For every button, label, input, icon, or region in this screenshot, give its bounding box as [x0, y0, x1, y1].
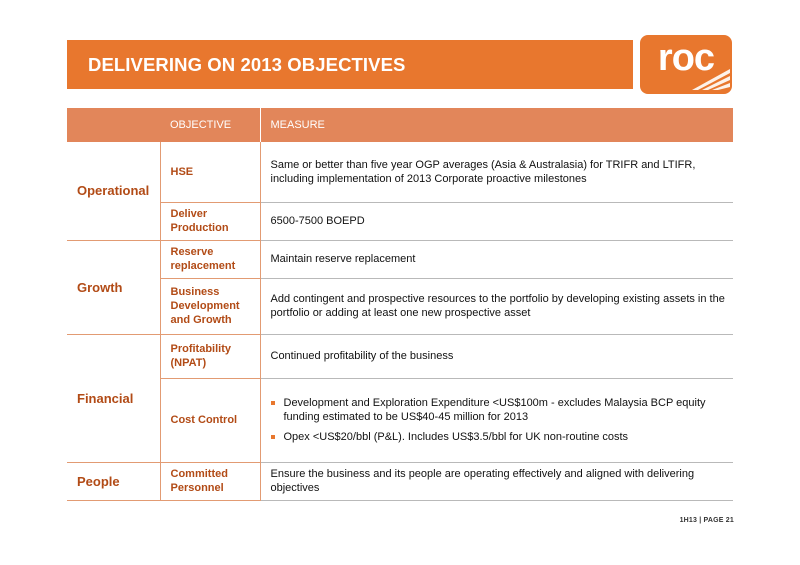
measure-reserve-replacement: Maintain reserve replacement: [260, 240, 733, 278]
measure-committed-personnel: Ensure the business and its people are operating effectively and aligned with delivering objectives: [260, 462, 733, 500]
measure-business-development: Add contingent and prospective resources to the portfolio by developing existing assets in the portfolio or adding at least one new prospective asset: [260, 278, 733, 334]
measure-profitability: Continued profitability of the business: [260, 334, 733, 378]
header-objective: OBJECTIVE: [160, 108, 260, 142]
table-row: [67, 202, 733, 240]
bullet-text: Development and Exploration Expenditure <US$100m - excludes Malaysia BCP equity funding estimated to be US$40-45 million for 2013: [283, 397, 706, 423]
bullet-item: [271, 430, 726, 444]
table-header-row: [67, 108, 733, 142]
table-row: [67, 462, 733, 500]
objective-cost-control: Cost Control: [160, 378, 260, 462]
category-operational: Operational: [67, 142, 160, 240]
roc-logo: [640, 35, 732, 94]
logo-text: roc: [657, 37, 715, 79]
objective-deliver-production: Deliver Production: [160, 202, 260, 240]
objective-reserve-replacement: Reserve replacement: [160, 240, 260, 278]
measure-cost-control: [260, 378, 733, 462]
bullet-text: Opex <US$20/bbl (P&L). Includes US$3.5/bbl for UK non-routine costs: [283, 431, 629, 443]
bullet-icon: [271, 435, 275, 439]
objective-business-development: Business Development and Growth: [160, 278, 260, 334]
objective-hse: HSE: [160, 142, 260, 202]
objectives-table: [67, 108, 733, 501]
table-row: [67, 334, 733, 378]
category-people: People: [67, 462, 160, 500]
measure-deliver-production: 6500-7500 BOEPD: [260, 202, 733, 240]
table-row: [67, 142, 733, 202]
page-number: 1H13 | PAGE 21: [679, 517, 734, 524]
category-financial: Financial: [67, 334, 160, 462]
table-row: [67, 378, 733, 462]
header-measure: MEASURE: [260, 108, 733, 142]
objective-profitability: Profitability (NPAT): [160, 334, 260, 378]
bullet-item: [271, 396, 726, 424]
header-blank-cell: [67, 108, 160, 142]
category-growth: Growth: [67, 240, 160, 334]
objective-committed-personnel: Committed Personnel: [160, 462, 260, 500]
table-row: [67, 278, 733, 334]
page-title: DELIVERING ON 2013 OBJECTIVES: [88, 54, 406, 75]
table-row: [67, 240, 733, 278]
measure-hse: Same or better than five year OGP averages (Asia & Australasia) for TRIFR and LTIFR, including implementation of 2013 Corporate proactive milestones: [260, 142, 733, 202]
bullet-icon: [271, 401, 275, 405]
